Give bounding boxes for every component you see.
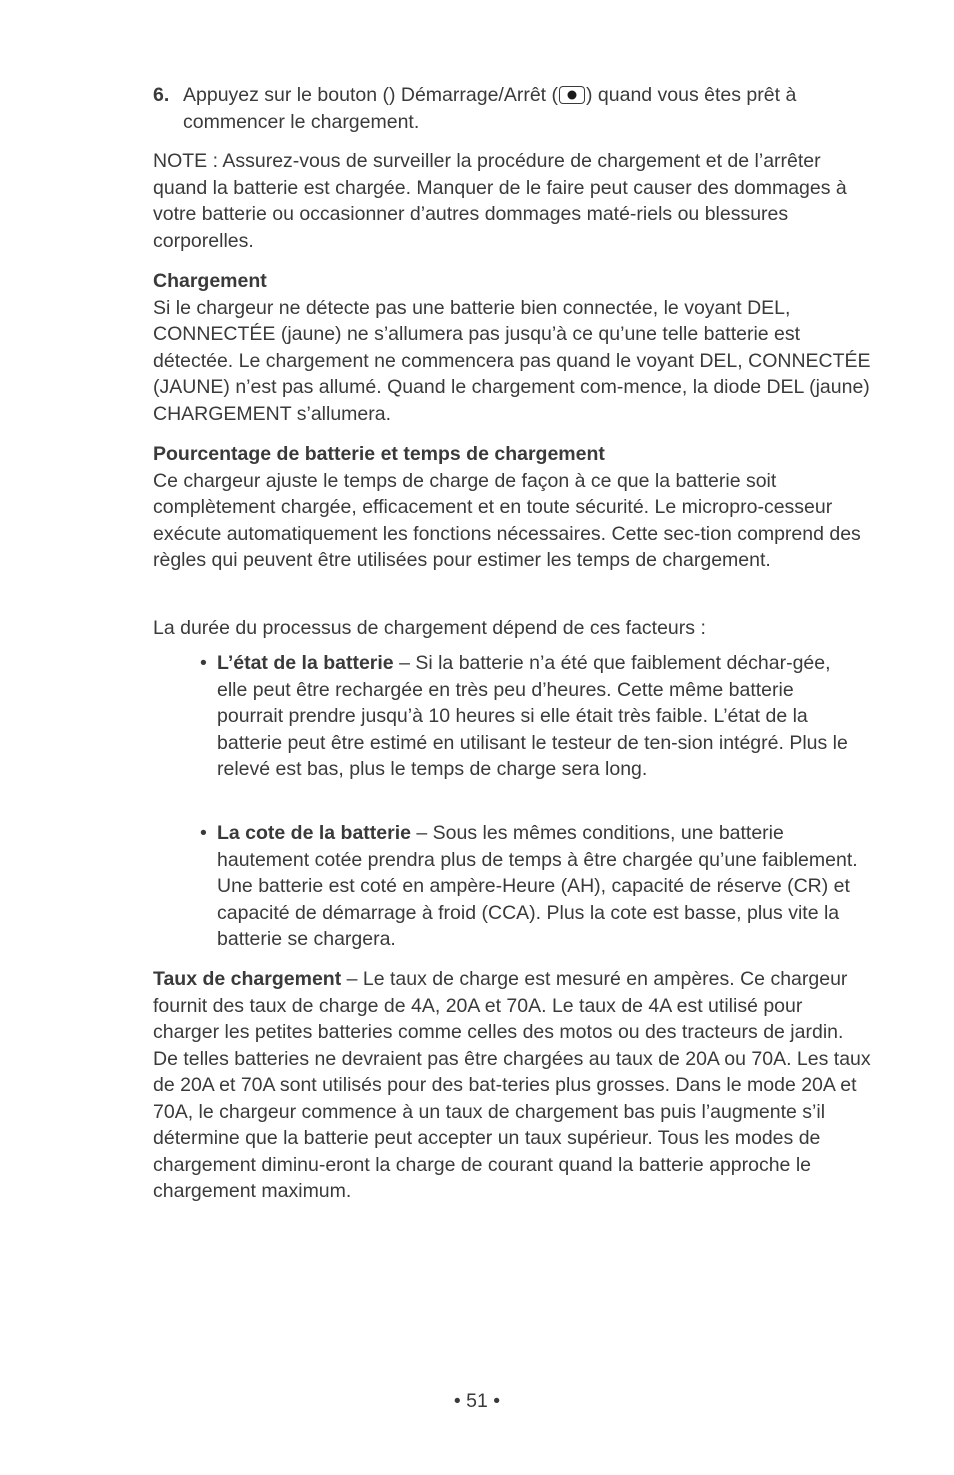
duration-intro: La durée du processus de chargement dépend de ces facteurs : [153, 617, 706, 639]
percent-heading: Pourcentage de batterie et temps de chargement [153, 443, 605, 465]
charging-section [153, 268, 873, 427]
step-text [183, 82, 873, 135]
bullet-icon: • [200, 822, 207, 844]
list-item [200, 820, 860, 953]
step-6 [153, 82, 873, 135]
factor-list-item [200, 650, 860, 783]
page-number: • 51 • [453, 1390, 501, 1412]
note-paragraph: NOTE : Assurez-vous de surveiller la procédure de chargement et de l’arrêter quand la batterie est chargée. Manquer de le faire peut causer des dommages à votre batterie ou occasionner d’autres dommages maté-riels ou blessures corporelles. [153, 150, 847, 252]
bullet-term: La cote de la batterie [217, 822, 411, 844]
percent-section [153, 441, 873, 574]
record-button-icon [559, 86, 585, 104]
step-number: 6. [153, 84, 170, 106]
charging-text: Si le chargeur ne détecte pas une batterie bien connectée, le voyant DEL, CONNECTÉE (jaune) ne s’allumera pas jusqu’à ce qu’une telle batterie est détectée. Le chargement ne commencera pas quand le voyant DEL, CONNECTÉE (JAUNE) n’est pas allumé. Quand le chargement com-mence, la diode DEL (jaune) CHARGEMENT s’allumera. [153, 296, 871, 425]
charging-heading: Chargement [153, 270, 267, 292]
rate-term: Taux de chargement [153, 968, 342, 990]
bullet-body: – Sous les mêmes conditions, une batterie hautement cotée prendra plus de temps à être chargée qu’une faiblement. Une batterie est coté en ampère-Heure (AH), capacité de réserve (CR) et capacité de démarrage à froid (CCA). Plus la cote est basse, plus vite la batterie se chargera. [217, 822, 858, 950]
bullet-term: L’état de la batterie [217, 652, 394, 674]
rate-paragraph [153, 966, 873, 1205]
bullet-body: – Si la batterie n’a été que faiblement déchar-gée, elle peut être rechargée en très peu d’heures. Cette même batterie pourrait prendre jusqu’à 10 heures si elle était très faible. L’état de la batterie peut être estimé en utilisant le testeur de ten-sion intégré. Plus le relevé est bas, plus le temps de charge sera long. [217, 652, 848, 780]
bullet-icon: • [200, 652, 207, 674]
percent-text: Ce chargeur ajuste le temps de charge de façon à ce que la batterie soit complètement chargée, efficacement et en toute sécurité. Le micropro-cesseur exécute automatiquement les fonctions nécessaires. Cette sec-tion comprend des règles qui peuvent être utilisées pour estimer les temps de chargement. [153, 469, 861, 571]
step-text-before: Appuyez sur le bouton () Démarrage/Arrêt ( [183, 84, 558, 106]
bullet-text [217, 820, 860, 953]
step-text-after: ) quand vous êtes prêt à commencer le chargement. [183, 84, 797, 133]
bullet-text [217, 650, 860, 783]
rate-text: – Le taux de charge est mesuré en ampères. Ce chargeur fournit des taux de charge de 4A, 20A et 70A. Le taux de 4A est utilisé pour charger les petites batteries comme celles des motos ou des tracteurs de jardin. De telles batteries ne devraient pas être chargées au taux de 20A ou 70A. Les taux de 20A et 70A sont utilisés pour des bat-teries plus grosses. Dans le mode 20A et 70A, le chargeur commence à un taux de chargement bas puis l’augmente s’il détermine que la batterie peut accepter un taux supérieur. Tous les modes de chargement diminu-eront la charge de courant quand la batterie approche le chargement maximum. [153, 968, 871, 1202]
list-item [200, 650, 860, 783]
factor-list-item [200, 820, 860, 953]
